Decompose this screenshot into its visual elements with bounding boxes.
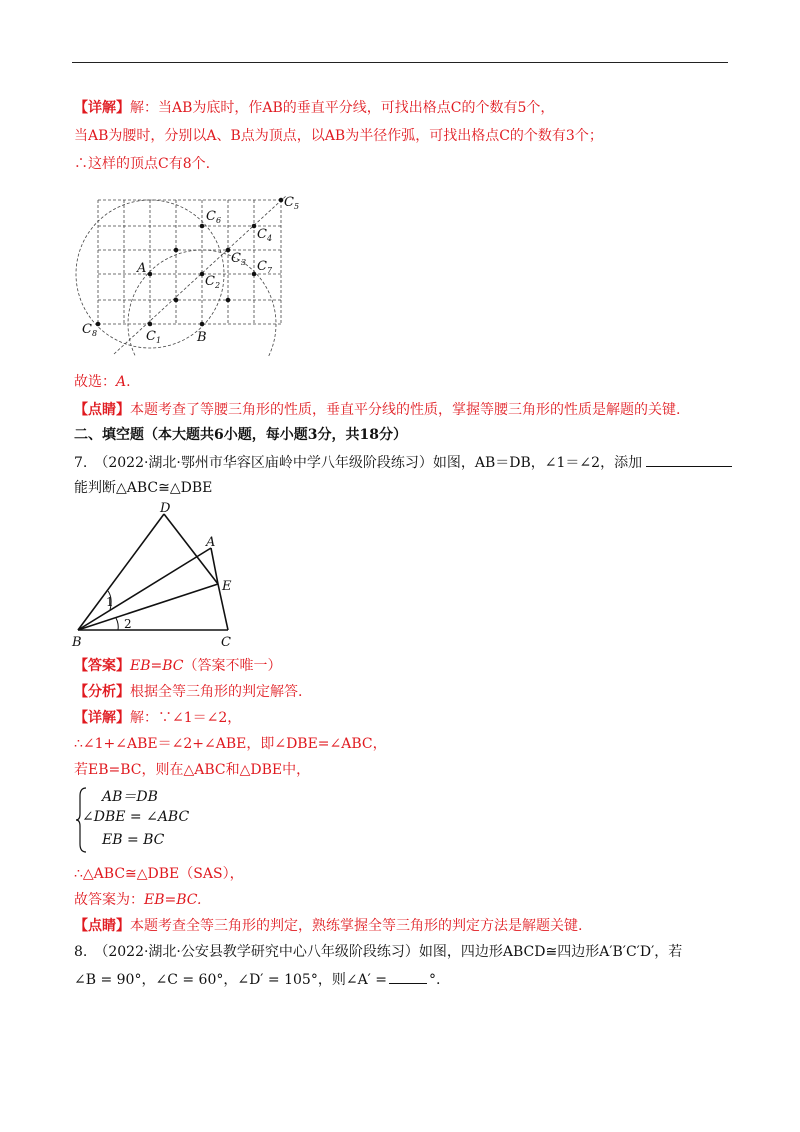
label-C8: $C_8$: [82, 322, 98, 338]
detail-tag: 【详解】: [74, 100, 130, 116]
q6-detail-line3: ∴这样的顶点C有8个.: [74, 156, 211, 172]
point-C1: [148, 322, 153, 327]
label-C5: $C_5$: [284, 195, 300, 211]
label-E: E: [222, 579, 232, 594]
label-C3: $C_3$: [231, 251, 247, 267]
label-C6: $C_6$: [206, 209, 222, 225]
q7-stem-line2: 能判断△ABC≅△DBE: [74, 480, 213, 496]
q7-comment: 【点睛】本题考查全等三角形的判定，熟练掌握全等三角形的判定方法是解题关键.: [74, 918, 583, 934]
system-row-3: EB = BC: [102, 832, 165, 848]
point-A: [148, 272, 153, 277]
q7-equation-system: [74, 786, 214, 854]
label-B: B: [197, 330, 207, 345]
system-row-1: AB＝DB: [102, 789, 158, 805]
q7-answer-blank: [646, 452, 732, 467]
point-C3: [226, 248, 231, 253]
q7-detail-line2: ∴∠1+∠ABE＝∠2+∠ABE，即∠DBE=∠ABC，: [74, 736, 387, 752]
angle-2-label: 2: [124, 617, 132, 631]
comment-text: 本题考查了等腰三角形的性质，垂直平分线的性质，掌握等腰三角形的性质是解题的关键.: [130, 402, 681, 418]
point-C5: [279, 198, 284, 203]
label-A: A: [206, 535, 216, 550]
q7-triangle-figure: [66, 498, 256, 653]
point-C4: [252, 224, 257, 229]
point-C8: [96, 322, 101, 327]
q6-choice: 故选：A.: [74, 374, 131, 390]
label-C: C: [221, 635, 231, 650]
label-C2: $C_2$: [205, 274, 221, 290]
detail-text: 解：当AB为底时，作AB的垂直平分线，可找出格点C的个数有5个，: [130, 100, 555, 116]
label-B: B: [72, 635, 82, 650]
point-C6: [200, 224, 205, 229]
q8-answer-blank: [389, 969, 427, 984]
header-rule: [72, 62, 728, 63]
q7-conclusion: ∴△ABC≅△DBE（SAS），: [74, 866, 244, 882]
point-B: [200, 322, 205, 327]
q6-comment: [74, 400, 680, 420]
point-C2: [200, 272, 205, 277]
q6-detail-line1: [74, 98, 554, 118]
system-row-2: ∠DBE = ∠ABC: [82, 809, 190, 825]
label-A: A: [137, 261, 147, 276]
point-C7: [252, 272, 257, 277]
label-C7: $C_7$: [257, 259, 273, 275]
label-C4: $C_4$: [257, 227, 273, 243]
q8-stem-line2: ∠B = 90°，∠C = 60°，∠D′ = 105°，则∠A′ = °.: [74, 969, 441, 990]
label-D: D: [160, 501, 171, 516]
q7-detail-line1: 【详解】解：∵∠1＝∠2，: [74, 710, 242, 726]
q6-lattice-figure: [74, 186, 304, 356]
q7-answer: 【答案】EB=BC（答案不唯一）: [74, 658, 282, 674]
q7-detail-line3: 若EB=BC，则在△ABC和△DBE中，: [74, 762, 311, 778]
comment-tag: 【点睛】: [74, 402, 130, 418]
q6-detail-line2: 当AB为腰时，分别以A、B点为顶点，以AB为半径作弧，可找出格点C的个数有3个；: [74, 128, 603, 144]
q8-stem-line1: 8. （2022·湖北·公安县教学研究中心八年级阶段练习）如图，四边形ABCD≅四边形A′B′C′D′，若: [74, 944, 683, 960]
q7-final-answer: 故答案为：EB=BC.: [74, 892, 202, 908]
q7-stem-line1: 7. （2022·湖北·鄂州市华容区庙岭中学八年级阶段练习）如图，AB＝DB，∠1＝∠2，添加: [74, 452, 732, 473]
label-C1: $C_1$: [146, 329, 162, 345]
section2-heading: 二、填空题（本大题共6小题，每小题3分，共18分）: [74, 427, 407, 443]
q7-analysis: 【分析】根据全等三角形的判定解答.: [74, 684, 303, 700]
angle-1-label: 1: [106, 595, 114, 609]
